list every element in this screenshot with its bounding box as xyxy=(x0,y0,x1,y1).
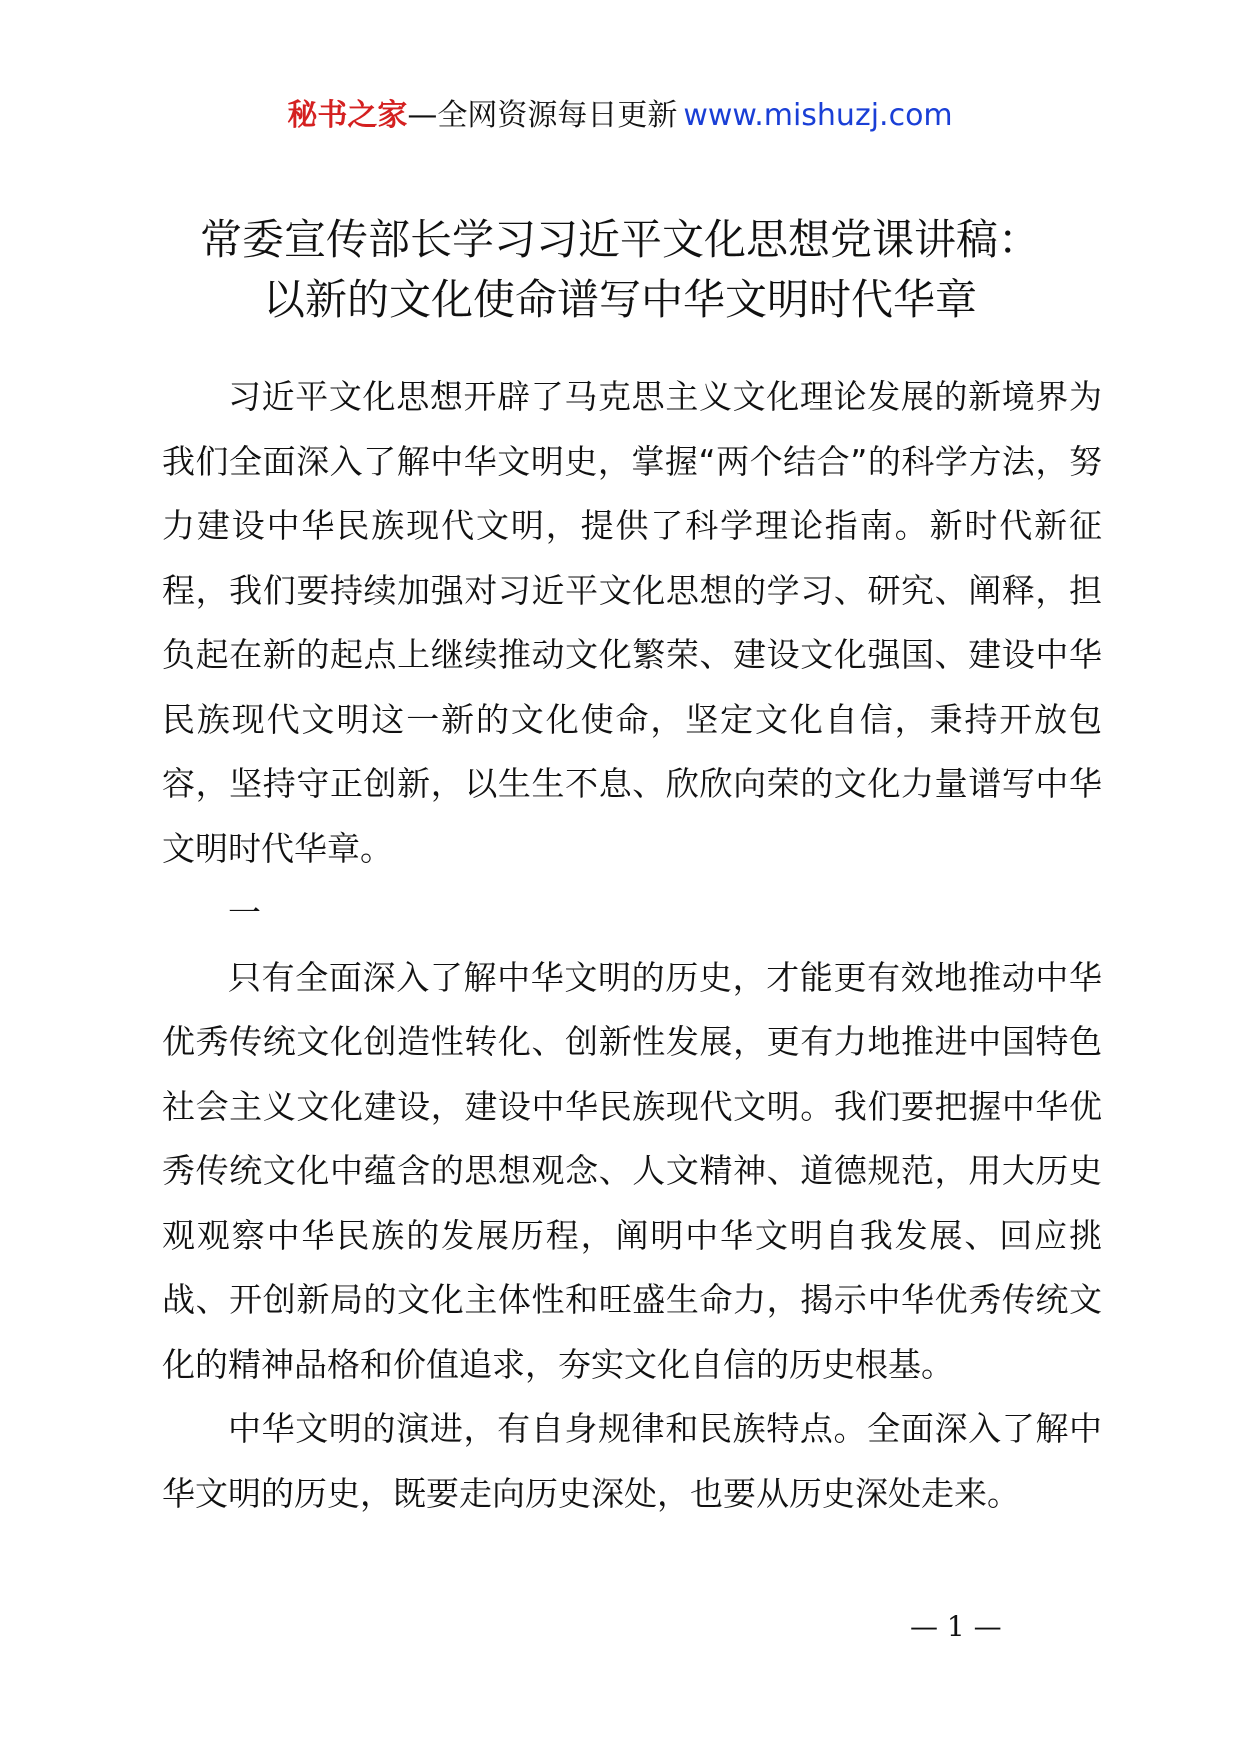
document-body xyxy=(162,365,1102,1526)
site-header xyxy=(0,96,1240,136)
body-paragraph-2: 中华文明的演进，有自身规律和民族特点。全面深入了解中华文明的历史，既要走向历史深处，也要从历史深处走来。 xyxy=(162,1409,1102,1513)
title-line-1: 常委宣传部长学习习近平文化思想党课讲稿： xyxy=(199,215,1040,264)
intro-paragraph: 习近平文化思想开辟了马克思主义文化理论发展的新境界为我们全面深入了解中华文明史，掌握“两个结合”的科学方法，努力建设中华民族现代文明，提供了科学理论指南。新时代新征程，我们要持续加强对习近平文化思想的学习、研究、阐释，担负起在新的起点上继续推动文化繁荣、建设文化强国、建设中华民族现代文明这一新的文化使命，坚定文化自信，秉持开放包容，坚持守正创新，以生生不息、欣欣向荣的文化力量谱写中华文明时代华章。 xyxy=(162,377,1102,868)
title-line-2: 以新的文化使命谱写中华文明时代华章 xyxy=(262,275,977,324)
document-title xyxy=(130,210,1110,330)
section-number: 一 xyxy=(228,893,261,932)
site-url-link[interactable]: www.mishuzj.com xyxy=(683,98,953,133)
brand-name: 秘书之家 xyxy=(287,98,408,133)
header-tagline: —全网资源每日更新 xyxy=(407,98,678,133)
body-paragraph-1: 只有全面深入了解中华文明的历史，才能更有效地推动中华优秀传统文化创造性转化、创新性发展，更有力地推进中国特色社会主义文化建设，建设中华民族现代文明。我们要把握中华优秀传统文化中蕴含的思想观念、人文精神、道德规范，用大历史观观察中华民族的发展历程，阐明中华文明自我发展、回应挑战、开创新局的文化主体性和旺盛生命力，揭示中华优秀传统文化的精神品格和价值追求，夯实文化自信的历史根基。 xyxy=(162,957,1102,1384)
page-number: — 1 — xyxy=(910,1610,1002,1643)
